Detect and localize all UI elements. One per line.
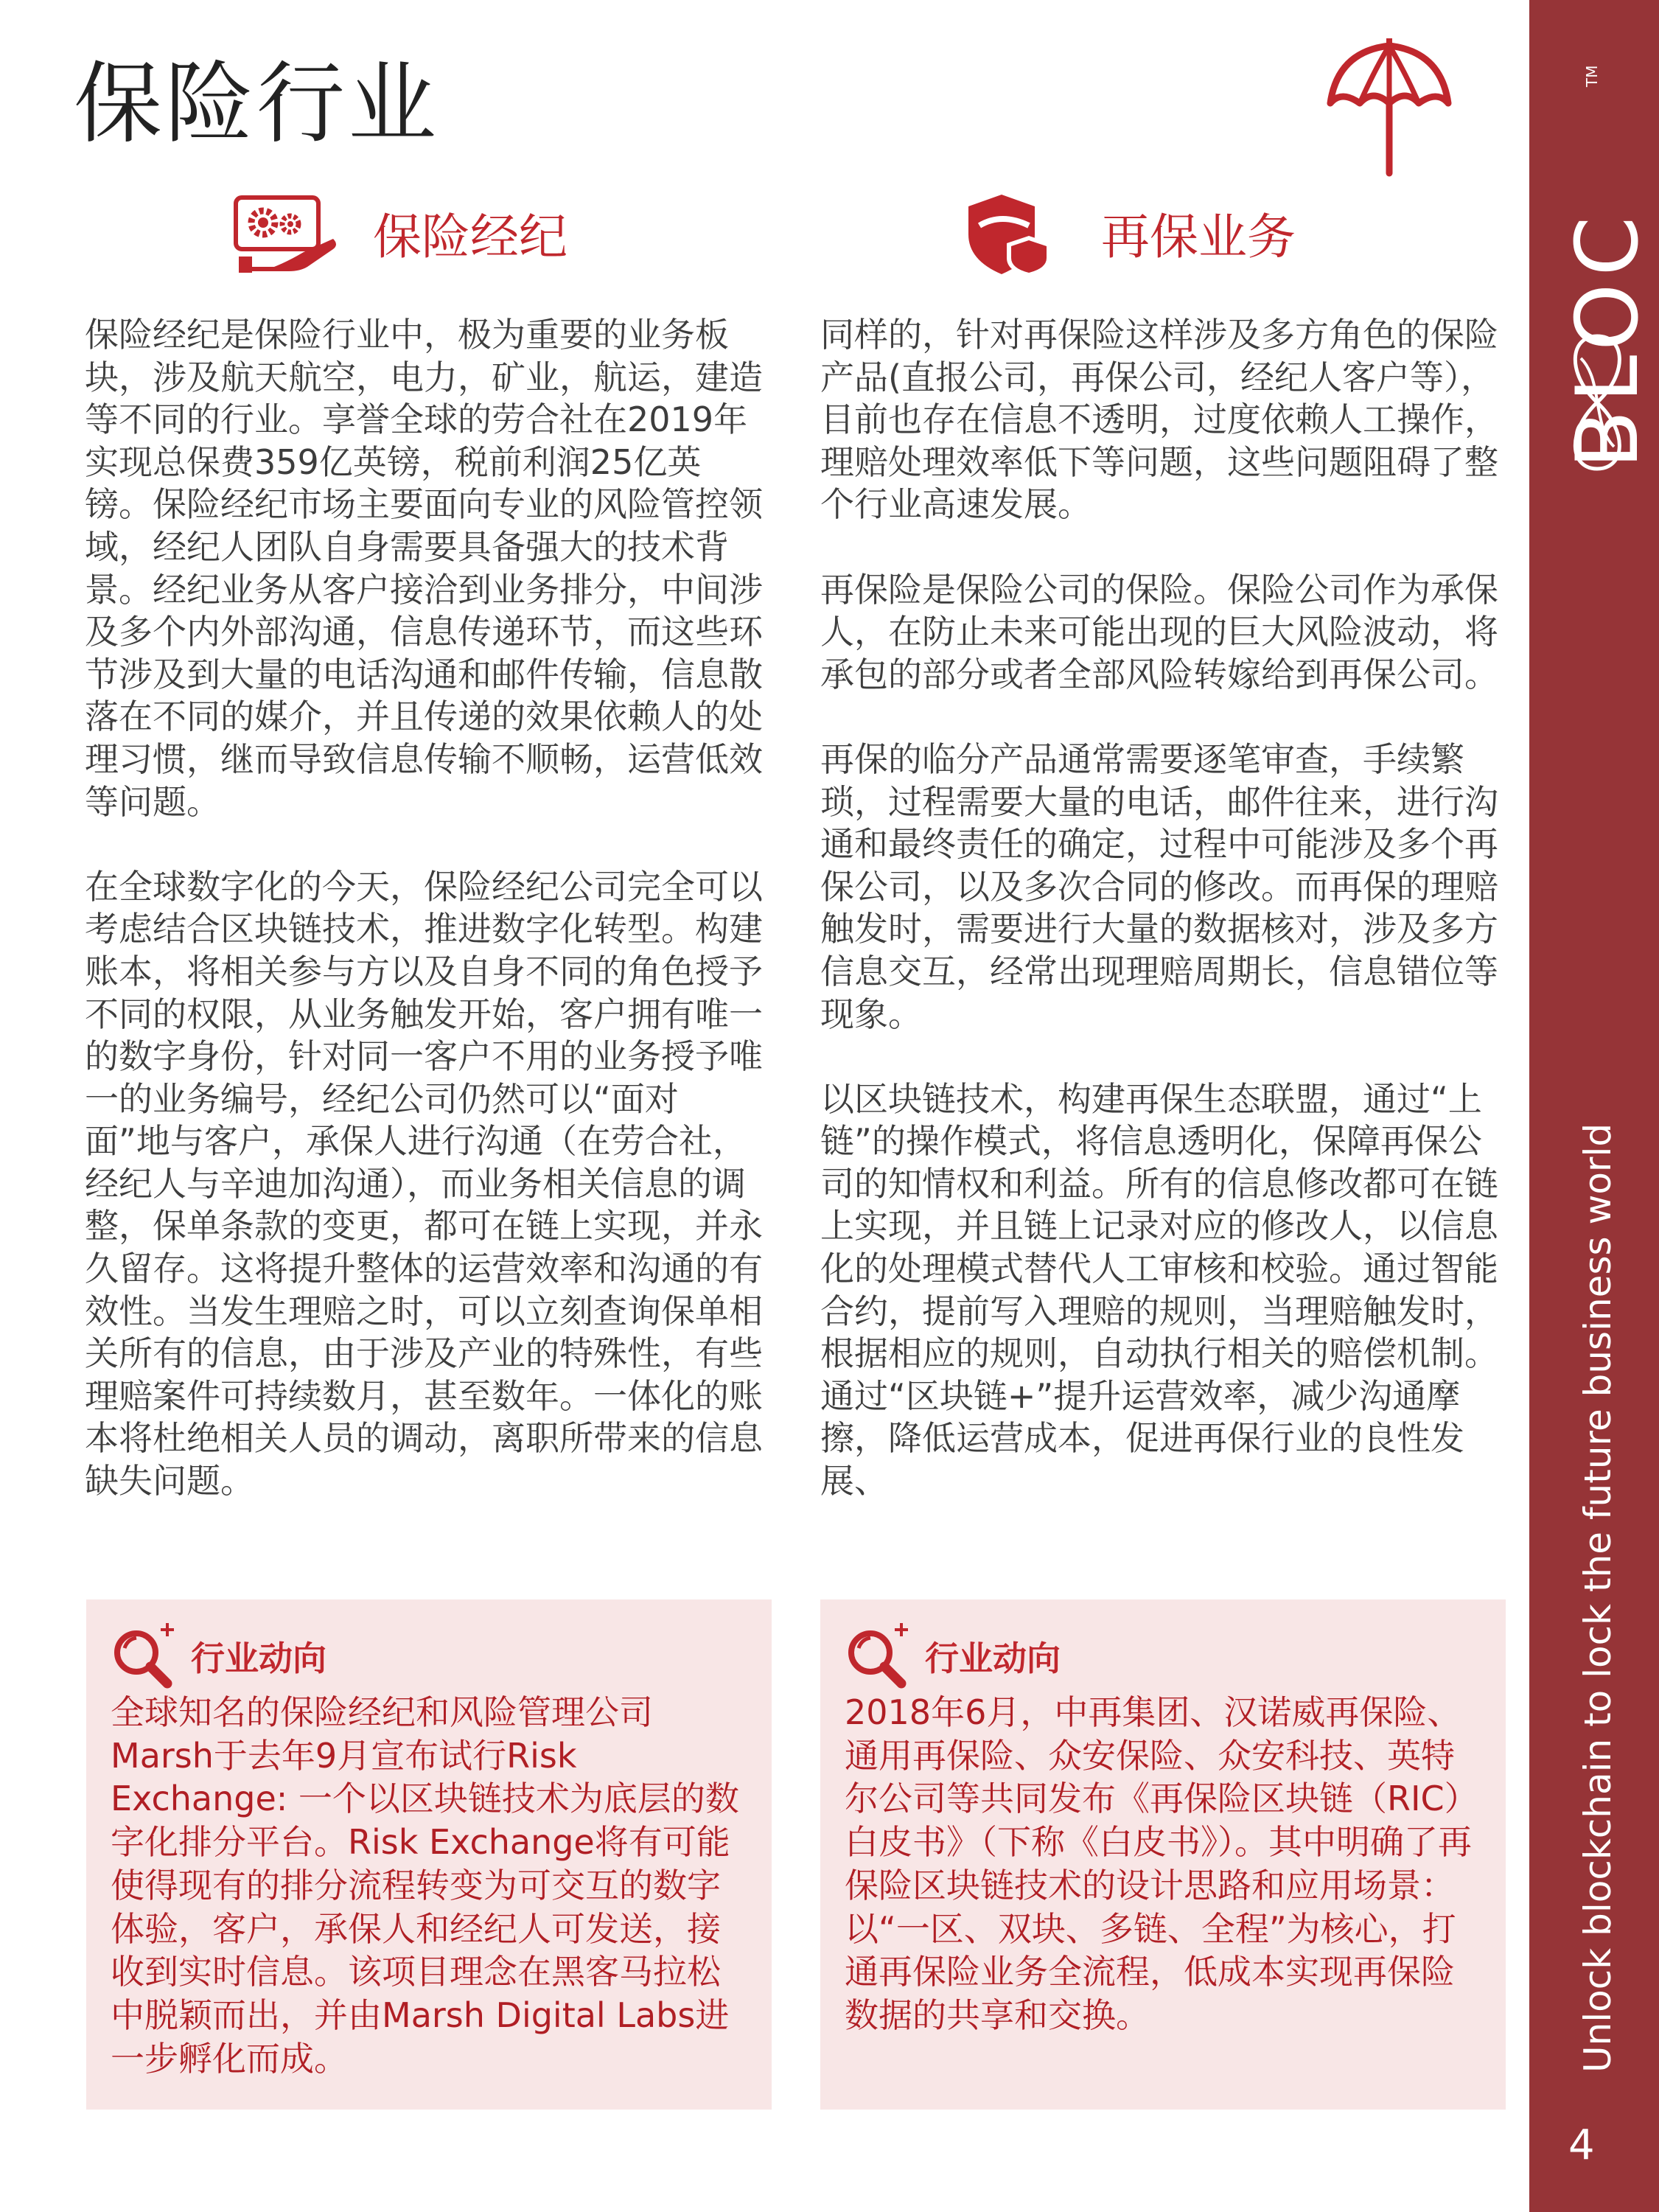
right-trend-box bbox=[820, 1599, 1506, 2110]
right-trend-heading: 行业动向 bbox=[925, 1639, 1061, 1678]
magnifier-icon bbox=[108, 1617, 182, 1691]
right-paragraph-3: 再保的临分产品通常需要逐笔审查，手续繁琐，过程需要大量的电话，邮件往来，进行沟通和最终责任的确定，过程中可能涉及多个再保公司，以及多次合同的修改。而再保的理赔触发时，需要进行大量的数据核对，涉及多方信息交互，经常出现理赔周期长，信息错位等现象。 bbox=[820, 739, 1498, 1034]
shield-icon bbox=[961, 190, 1057, 279]
umbrella-icon bbox=[1323, 29, 1456, 184]
trademark-mark: TM bbox=[1583, 65, 1601, 87]
sidebar-tagline: Unlock blockchain to lock the future business world bbox=[1576, 1123, 1619, 2073]
right-paragraph-2: 再保险是保险公司的保险。保险公司作为承保人，在防止未来可能出现的巨大风险波动，将承包的部分或者全部风险转嫁给到再保公司。 bbox=[820, 569, 1498, 694]
right-column bbox=[820, 314, 1509, 1545]
right-paragraph-4: 以区块链技术，构建再保生态联盟，通过“上链”的操作模式，将信息透明化，保障再保公司的知情权和利益。所有的信息修改都可在链上实现，并且链上记录对应的修改人，以信息化的处理模式替代人工审核和校验。通过智能合约，提前写入理赔的规则，当理赔触发时，根据相应的规则，自动执行相关的赔偿机制。通过“区块链+”提升运营效率，减少沟通摩擦，降低运营成本，促进再保行业的良性发展、 bbox=[820, 1078, 1498, 1501]
page-number: 4 bbox=[1568, 2121, 1595, 2169]
page-title: 保险行业 bbox=[74, 53, 439, 156]
left-trend-text: 全球知名的保险经纪和风险管理公司Marsh于去年9月宣布试行Risk Exchange: 一个以区块链技术为底层的数字化排分平台。Risk Exchange将有可能使得现有的排分流程转变为可交互的数字体验，客户，承保人和经纪人可发送，接收到实时信息。该项目理念在黑客马拉松中脱颖而出，并由Marsh Digital Labs进一步孵化而成。 bbox=[111, 1692, 739, 2079]
left-paragraph-1: 保险经纪是保险行业中，极为重要的业务板块，涉及航天航空，电力，矿业，航运，建造等不同的行业。享誉全球的劳合社在2019年实现总保费359亿英镑，税前利润25亿英镑。保险经纪市场主要面向专业的风险管控领域，经纪人团队自身需要具备强大的技术背景。经纪业务从客户接洽到业务排分，中间涉及多个内外部沟通，信息传递环节，而这些环节涉及到大量的电话沟通和邮件传输，信息散落在不同的媒介，并且传递的效果依赖人的处理习惯，继而导致信息传输不顺畅，运营低效等问题。 bbox=[85, 315, 763, 822]
left-trend-box bbox=[86, 1599, 772, 2110]
right-section-heading: 再保业务 bbox=[1101, 209, 1296, 265]
left-trend-heading: 行业动向 bbox=[191, 1639, 326, 1678]
left-column bbox=[85, 314, 763, 1545]
brand-wordmark: BLOC bbox=[1558, 209, 1658, 469]
magnifier-icon bbox=[842, 1617, 916, 1691]
gears-hand-icon bbox=[230, 193, 340, 274]
bloc-logo-icon bbox=[1559, 329, 1636, 476]
right-trend-text: 2018年6月，中再集团、汉诺威再保险、通用再保险、众安保险、众安科技、英特尔公司等共同发布《再保险区块链（RIC）白皮书》（下称《白皮书》）。其中明确了再保险区块链技术的设计思路和应用场景：以“一区、双块、多链、全程”为核心，打通再保险业务全流程，低成本实现再保险数据的共享和交换。 bbox=[845, 1692, 1478, 2035]
left-section-heading: 保险经纪 bbox=[373, 209, 567, 265]
left-paragraph-2: 在全球数字化的今天，保险经纪公司完全可以考虑结合区块链技术，推进数字化转型。构建账本，将相关参与方以及自身不同的角色授予不同的权限，从业务触发开始，客户拥有唯一的数字身份，针对同一客户不用的业务授予唯一的业务编号，经纪公司仍然可以“面对面”地与客户，承保人进行沟通（在劳合社，经纪人与辛迪加沟通），而业务相关信息的调整，保单条款的变更，都可在链上实现，并永久留存。这将提升整体的运营效率和沟通的有效性。当发生理赔之时，可以立刻查询保单相关所有的信息，由于涉及产业的特殊性，有些理赔案件可持续数月，甚至数年。一体化的账本将杜绝相关人员的调动，离职所带来的信息缺失问题。 bbox=[85, 866, 763, 1501]
right-paragraph-1: 同样的，针对再保险这样涉及多方角色的保险产品(直报公司，再保公司，经纪人客户等），目前也存在信息不透明，过度依赖人工操作，理赔处理效率低下等问题，这些问题阻碍了整个行业高速发展。 bbox=[820, 315, 1498, 525]
